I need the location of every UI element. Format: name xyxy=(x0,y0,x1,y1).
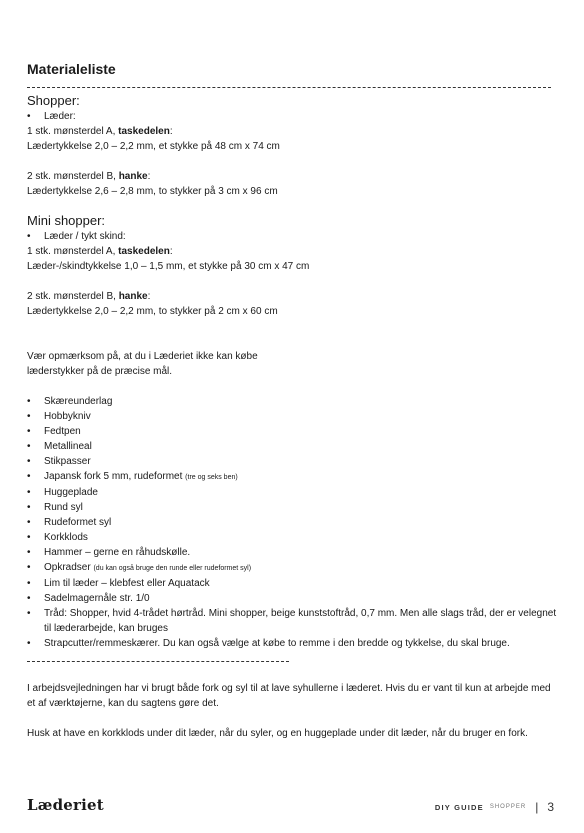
dashed-divider xyxy=(27,87,551,88)
mini-part-a xyxy=(27,244,557,259)
page-title: Materialeliste xyxy=(27,61,116,77)
tools-list xyxy=(27,394,557,651)
mini-part-b xyxy=(27,289,557,304)
tool-name: Huggeplade xyxy=(44,487,98,498)
tool-list-item xyxy=(27,591,557,606)
tool-name: Stikpasser xyxy=(44,456,91,467)
shopper-section xyxy=(27,92,557,199)
paragraph-tools-note: I arbejdsvejledningen har vi brugt både fork og syl til at lave syhullerne i læderet. Hvis du er vant til kun at arbejde med et af værktøjerne, kan du sagtens gøre det. xyxy=(27,683,551,709)
shopper-part-b-spec: Lædertykkelse 2,6 – 2,8 mm, to stykker på 3 cm x 96 cm xyxy=(27,186,278,197)
part-a-prefix: 1 stk. mønsterdel A, xyxy=(27,246,119,257)
part-a-suffix: : xyxy=(169,246,173,257)
footer-guide-label: DIY GUIDE xyxy=(434,802,484,812)
tool-name: Opkradser xyxy=(44,562,94,573)
mini-shopper-section xyxy=(27,212,557,319)
tool-name: Korkklods xyxy=(44,532,88,543)
mini-shopper-heading: Mini shopper: xyxy=(27,213,106,228)
shopper-part-b xyxy=(27,169,557,184)
tool-name: Hobbykniv xyxy=(44,411,91,422)
tool-name: Hammer – gerne en råhudskølle. xyxy=(44,547,191,558)
part-b-prefix: 2 stk. mønsterdel B, xyxy=(27,291,119,302)
tool-list-item xyxy=(27,454,557,469)
tool-name: Sadelmagernåle str. 1/0 xyxy=(44,593,150,604)
page-number: 3 xyxy=(547,800,554,814)
tool-name: Metallineal xyxy=(44,441,92,452)
tool-list-item xyxy=(27,545,557,560)
page-footer xyxy=(27,796,554,816)
paragraph-cork-note: Husk at have en korkklods under dit læder, når du syler, og en huggeplade under dit læder, når du bruger en fork. xyxy=(27,728,528,739)
tool-name: Skæreunderlag xyxy=(44,396,113,407)
mini-part-b-spec: Lædertykkelse 2,0 – 2,2 mm, to stykker på 2 cm x 60 cm xyxy=(27,306,278,317)
tool-note: (tre og seks ben) xyxy=(185,474,238,481)
tool-list-item xyxy=(27,515,557,530)
tool-list-item xyxy=(27,606,557,636)
footer-info xyxy=(435,800,554,814)
footer-separator: | xyxy=(535,800,539,814)
tool-list-item xyxy=(27,469,557,485)
part-a-prefix: 1 stk. mønsterdel A, xyxy=(27,126,119,137)
notice-line-1: Vær opmærksom på, at du i Læderiet ikke kan købe xyxy=(27,351,258,362)
tool-name: Tråd: Shopper, hvid 4-trådet hørtråd. Mini shopper, beige kunststoftråd, 0,7 mm. Men alle slags tråd, der er velegnet til læderarbejde, kan bruges xyxy=(44,608,557,634)
tool-list-item xyxy=(27,439,557,454)
mini-bullet: • Læder / tykt skind: xyxy=(27,229,557,244)
part-b-prefix: 2 stk. mønsterdel B, xyxy=(27,171,119,182)
mini-part-a-spec: Læder-/skindtykkelse 1,0 – 1,5 mm, et stykke på 30 cm x 47 cm xyxy=(27,261,310,272)
part-b-suffix: : xyxy=(147,171,151,182)
notice-line-2: læderstykker på de præcise mål. xyxy=(27,366,173,377)
part-b-suffix: : xyxy=(147,291,151,302)
tool-list-item xyxy=(27,636,557,651)
tool-list-item xyxy=(27,424,557,439)
page-content xyxy=(27,60,557,741)
tool-list-item xyxy=(27,530,557,545)
part-b-bold: hanke xyxy=(118,291,148,302)
part-a-bold: taskedelen xyxy=(118,126,170,137)
part-a-suffix: : xyxy=(169,126,173,137)
part-a-bold: taskedelen xyxy=(118,246,170,257)
tool-list-item xyxy=(27,560,557,576)
tool-name: Rudeformet syl xyxy=(44,517,112,528)
tool-list-item xyxy=(27,500,557,515)
shopper-bullet-list xyxy=(27,109,557,124)
tool-name: Rund syl xyxy=(44,502,83,513)
shopper-heading: Shopper: xyxy=(27,93,80,108)
tool-list-item xyxy=(27,409,557,424)
shopper-part-a xyxy=(27,124,557,139)
shopper-part-a-spec: Lædertykkelse 2,0 – 2,2 mm, et stykke på 48 cm x 74 cm xyxy=(27,141,280,152)
tool-list-item xyxy=(27,576,557,591)
mini-bullet-list xyxy=(27,229,557,244)
brand-logo: Læderiet xyxy=(27,796,104,814)
tool-name: Japansk fork 5 mm, rudeformet xyxy=(44,471,186,482)
tool-list-item xyxy=(27,394,557,409)
shopper-bullet: • Læder: xyxy=(27,109,557,124)
tool-note: (du kan også bruge den runde eller rudeformet syl) xyxy=(93,565,252,572)
tool-name: Lim til læder – klebfest eller Aquatack xyxy=(44,578,210,589)
tool-name: Strapcutter/remmeskærer. Du kan også vælge at købe to remme i den bredde og tykkelse, du skal bruge. xyxy=(44,638,510,649)
footer-shopper-label: SHOPPER xyxy=(489,804,527,810)
part-b-bold: hanke xyxy=(118,171,148,182)
tool-name: Fedtpen xyxy=(44,426,81,437)
tool-list-item xyxy=(27,485,557,500)
